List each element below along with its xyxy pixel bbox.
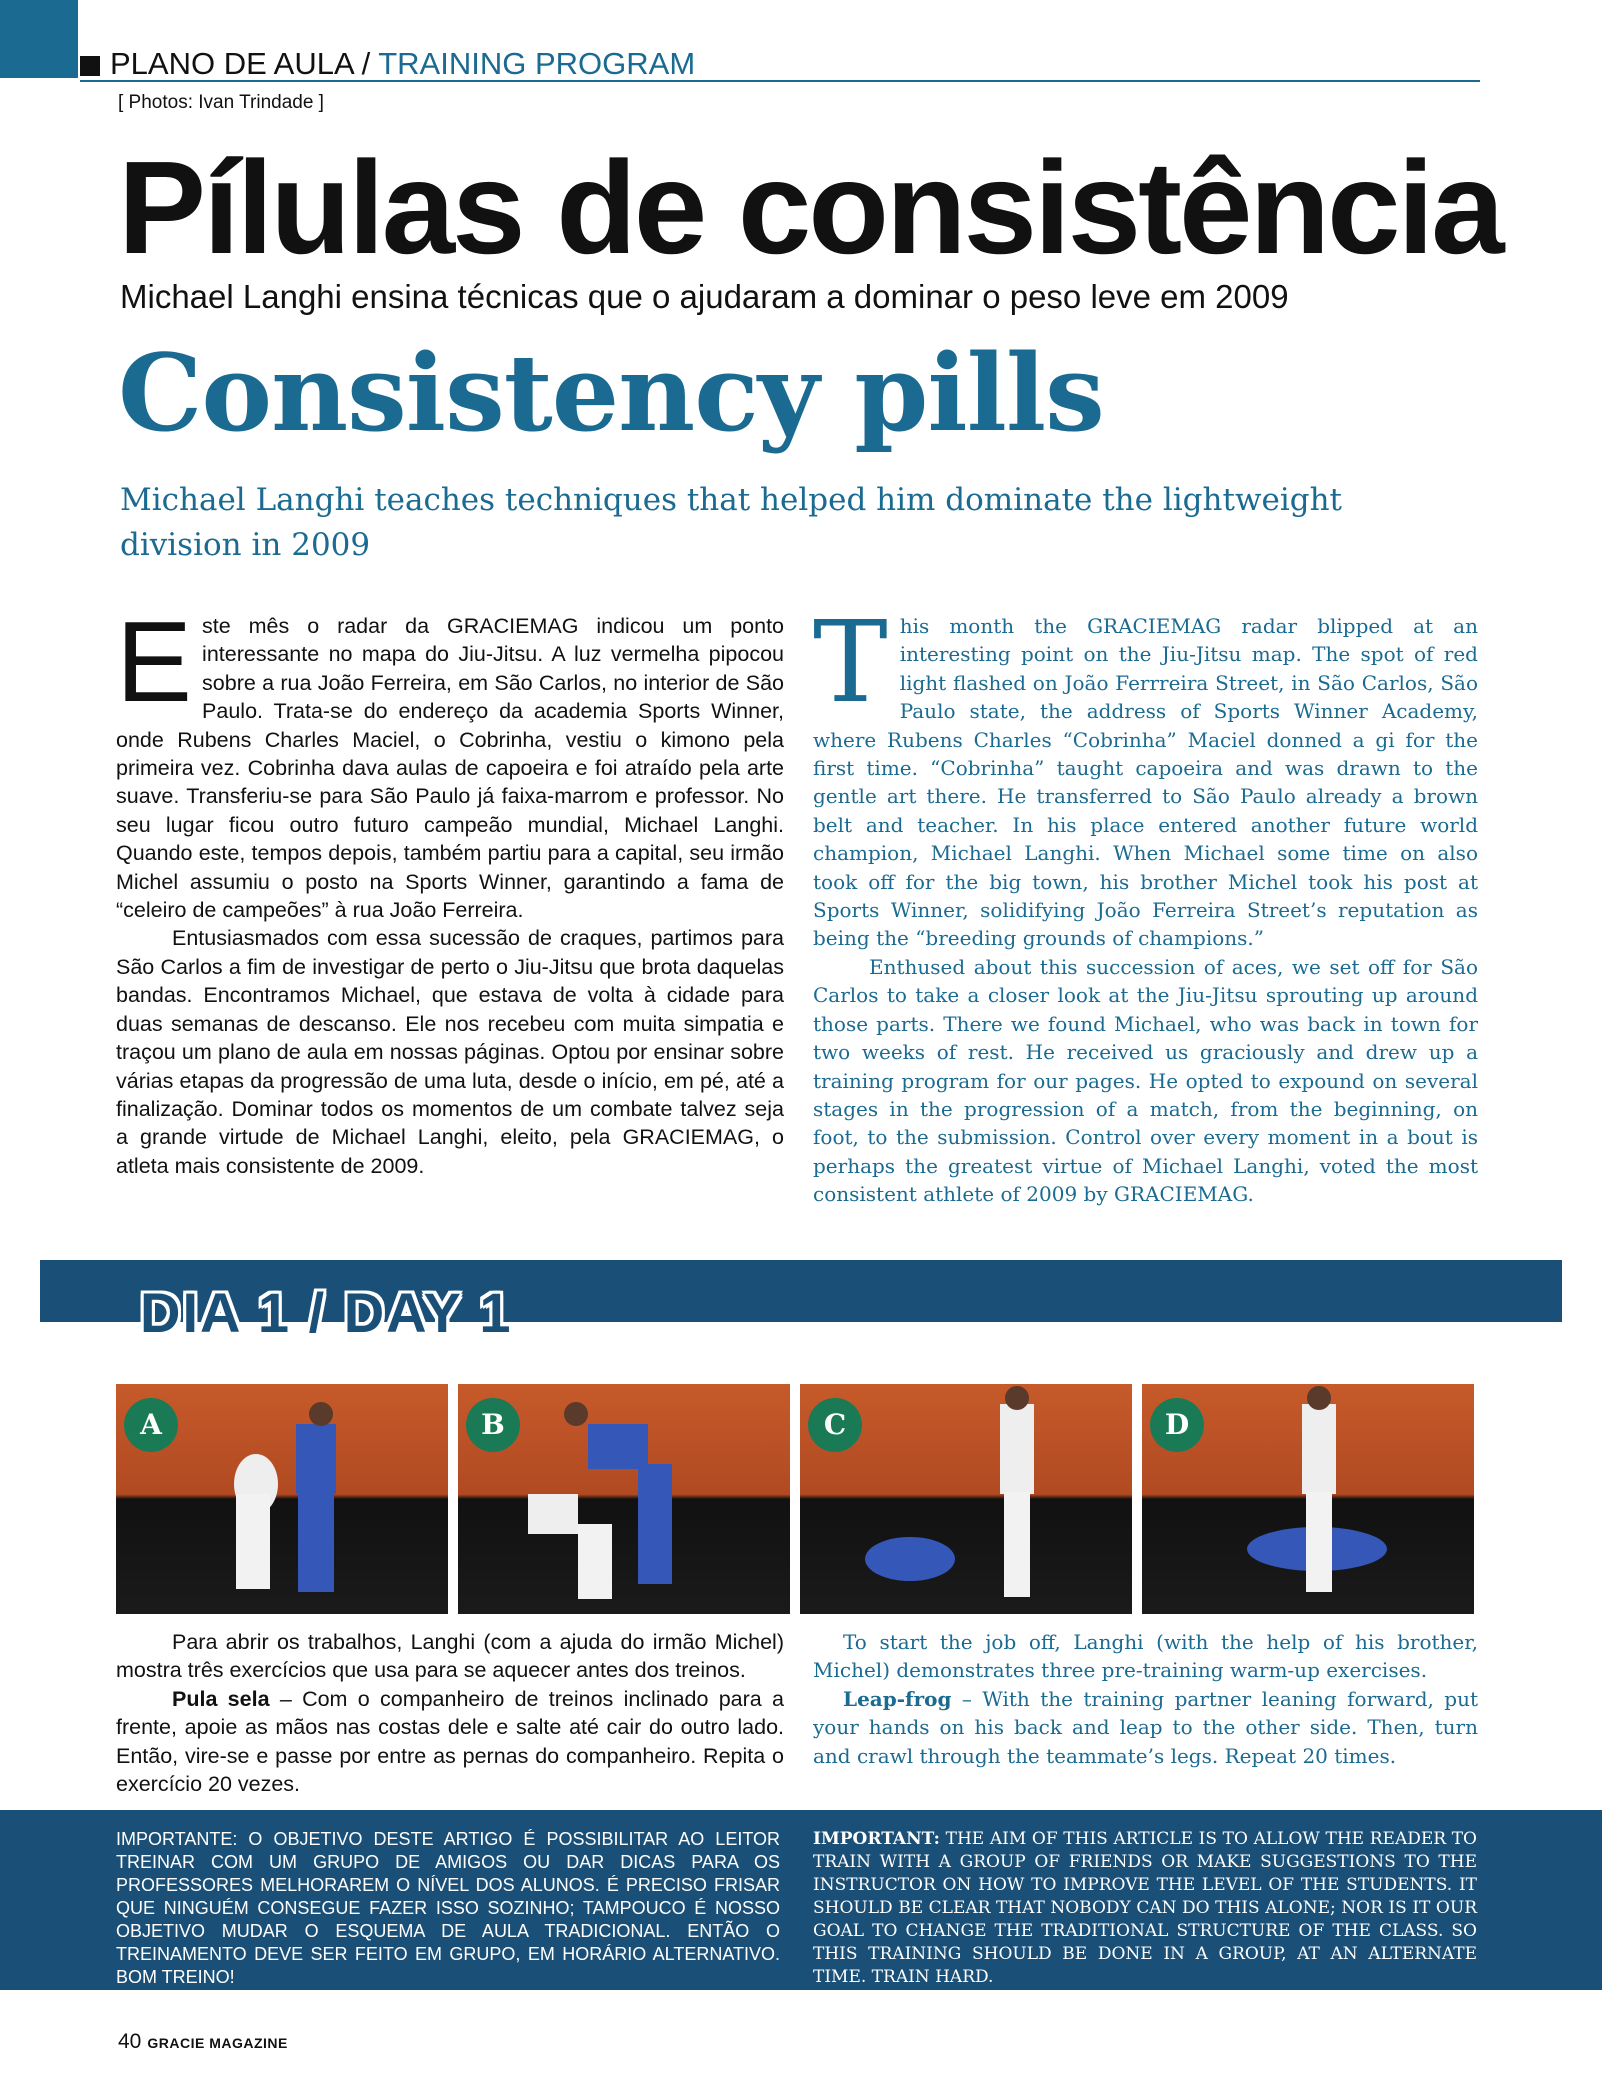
article-body-pt (116, 599, 784, 1180)
section-header (80, 46, 1480, 82)
photo-badge-a: A (124, 1398, 178, 1452)
photo-badge-c: C (808, 1398, 862, 1452)
subheadline-pt: Michael Langhi ensina técnicas que o ajudaram a dominar o peso leve em 2009 (120, 278, 1289, 315)
page-number: 40 (118, 2030, 142, 2053)
dropcap-en: T (813, 598, 888, 728)
caption-pt-intro: Para abrir os trabalhos, Langhi (com a ajuda do irmão Michel) mostra três exercícios que usa para se aquecer antes dos treinos. (116, 1630, 784, 1683)
caption-en-instructions: – With the training partner leaning forward, put your hands on his back and leap to the other side. Then, turn and crawl through the teammate’s legs. Repeat 20 times. (813, 1686, 1478, 1768)
headline-pt: Pílulas de consistência (118, 134, 1502, 281)
dropcap-pt: E (116, 599, 193, 726)
headline-en: Consistency pills (118, 330, 1104, 455)
day-banner-title: DIA 1 / DAY 1 (140, 1281, 513, 1344)
photo-badge-d: D (1150, 1398, 1204, 1452)
paragraph-pt-2: Entusiasmados com essa sucessão de craques, partimos para São Carlos a fim de investigar de perto o Jiu-Jitsu que brota daquelas bandas. Encontramos Michael, que estava de volta à cidade para duas semanas de descanso. Ele nos recebeu com muita simpatia e traçou um plano de aula em nossas páginas. Optou por ensinar sobre várias etapas da progressão de uma luta, desde o início, em pé, até a finalização. Dominar todos os momentos de um combate talvez seja a grande virtude de Michael Langhi, eleito, pela GRACIEMAG, o atleta mais consistente de 2009. (116, 926, 784, 1178)
caption-pt-term: Pula sela (172, 1686, 270, 1711)
section-label-pt: PLANO DE AULA (110, 46, 353, 81)
corner-accent-block (0, 0, 78, 78)
important-text-pt: O OBJETIVO DESTE ARTIGO É POSSIBILITAR AO LEITOR TREINAR COM UM GRUPO DE AMIGOS OU DAR DICAS PARA OS PROFESSORES MELHORAREM O NÍVEL DOS ALUNOS. É PRECISO FRISAR QUE NINGUÉM CONSEGUE FAZER ISSO SOZINHO; TAMPOUCO É NOSSO OBJETIVO MUDAR O ESQUEMA DE AULA TRADICIONAL. ENTÃO O TREINAMENTO DEVE SER FEITO EM GRUPO, EM HORÁRIO ALTERNATIVO. BOM TREINO! (116, 1829, 780, 1987)
caption-en-term: Leap-frog (843, 1686, 952, 1711)
important-notice-pt (116, 1828, 780, 1989)
photo-credit: [ Photos: Ivan Trindade ] (118, 92, 324, 113)
square-bullet-icon (80, 56, 100, 76)
caption-pt-instructions: – Com o companheiro de treinos inclinado para a frente, apoie as mãos nas costas dele e salte até cair do outro lado. Então, vire-se e passe por entre as pernas do companheiro. Repita o exercício 20 vezes. (116, 1686, 784, 1797)
photo-badge-b: B (466, 1398, 520, 1452)
paragraph-pt-1: ste mês o radar da GRACIEMAG indicou um ponto interessante no mapa do Jiu-Jitsu. A luz vermelha pipocou sobre a rua João Ferreira, em São Carlos, no interior de São Paulo. Trata-se do endereço da academia Sports Winner, onde Rubens Charles Maciel, o Cobrinha, vestiu o kimono pela primeira vez. Cobrinha dava aulas de capoeira e foi atraído pela arte suave. Transferiu-se para São Paulo já faixa-marrom e professor. No seu lugar ficou outro futuro campeão mundial, Michael Langhi. Quando este, tempos depois, também partiu para a capital, seu irmão Michel assumiu o posto na Sports Winner, garantindo a fama de “celeiro de campeões” à rua João Ferreira. (116, 614, 784, 923)
photo-a (116, 1384, 448, 1614)
magazine-name: GRACIE MAGAZINE (147, 2035, 288, 2051)
caption-en-intro: To start the job off, Langhi (with the help of his brother, Michel) demonstrates three pre-training warm-up exercises. (813, 1630, 1478, 1683)
important-notice-en (813, 1828, 1477, 1989)
important-label-pt: IMPORTANTE: (116, 1829, 238, 1849)
article-body-en (813, 598, 1478, 1209)
important-text-en: THE AIM OF THIS ARTICLE IS TO ALLOW THE READER TO TRAIN WITH A GROUP OF FRIENDS OR MAKE SUGGESTIONS TO THE INSTRUCTOR ON HOW TO IMPROVE THE LEVEL OF THE STUDENTS. IT SHOULD BE CLEAR THAT NOBODY CAN DO THIS ALONE; NOR IS IT OUR GOAL TO CHANGE THE TRADITIONAL STRUCTURE OF THE CLASS. SO THIS TRAINING SHOULD BE DONE IN A GROUP, AT AN ALTERNATE TIME. TRAIN HARD. (813, 1829, 1477, 1987)
photo-b (458, 1384, 790, 1614)
photo-c (800, 1384, 1132, 1614)
caption-en (813, 1628, 1478, 1770)
important-label-en: IMPORTANT: (813, 1829, 940, 1849)
photo-d (1142, 1384, 1474, 1614)
paragraph-en-2: Enthused about this succession of aces, we set off for São Carlos to take a closer look at the Jiu-Jitsu sprouting up around those parts. There we found Michael, who was back in town for two weeks of rest. He received us graciously and drew up a training program for our pages. He opted to expound on several stages in the progression of a match, from the beginning, on foot, to the submission. Control over every moment in a bout is perhaps the greatest virtue of Michael Langhi, voted the most consistent athlete of 2009 by GRACIEMAG. (813, 954, 1478, 1207)
caption-pt (116, 1628, 784, 1798)
subheadline-en: Michael Langhi teaches techniques that helped him dominate the lightweight division in 2009 (120, 482, 1343, 563)
section-separator: / (352, 46, 379, 81)
paragraph-en-1: his month the GRACIEMAG radar blipped at an interesting point on the Jiu-Jitsu map. The spot of red light flashed on João Ferrreira Street, in São Carlos, São Paulo state, the address of Sports Winner Academy, where Rubens Charles “Cobrinha” Maciel donned a gi for the first time. “Cobrinha” taught capoeira and was drawn to the gentle art there. He transferred to São Paulo already a brown belt and teacher. In his place entered another future world champion, Michael Langhi. When Michael some time on also took off for the big town, his brother Michel took his post at Sports Winner, solidifying João Ferreira Street’s reputation as being the “breeding grounds of champions.” (813, 614, 1478, 951)
page-footer (118, 2030, 288, 2054)
section-label-en: TRAINING PROGRAM (378, 46, 696, 81)
